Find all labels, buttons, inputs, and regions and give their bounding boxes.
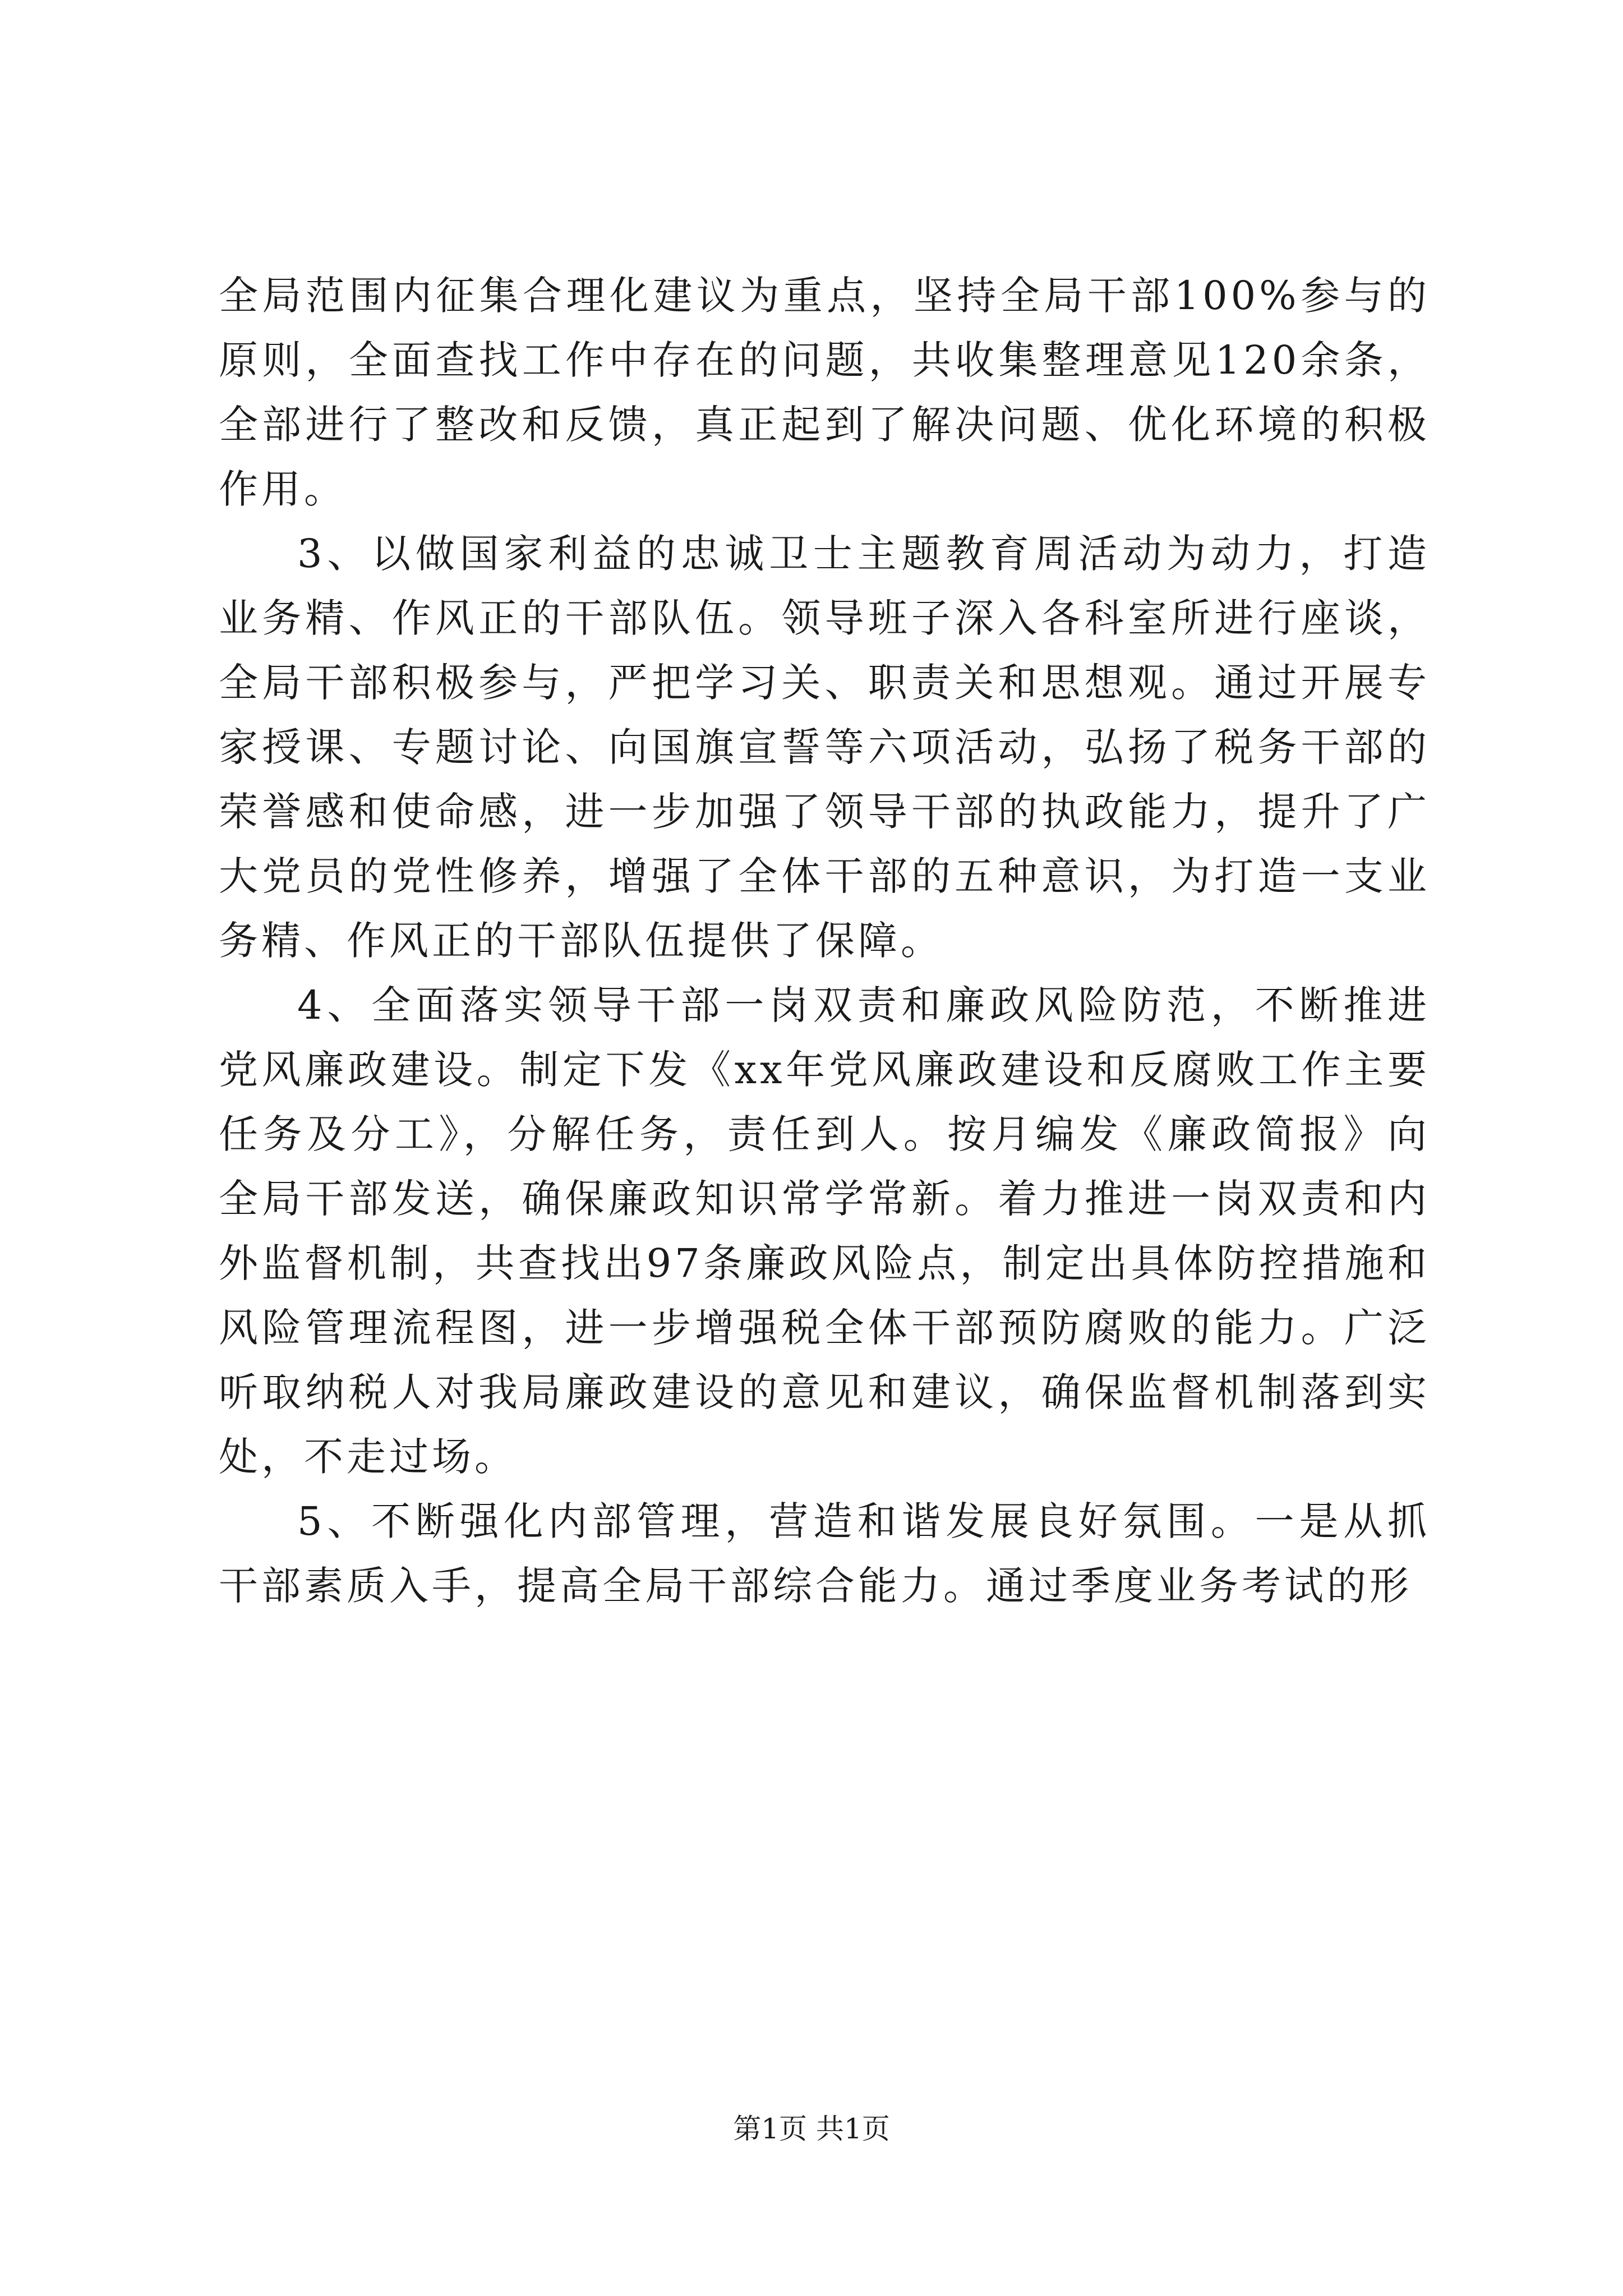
paragraph-item-3: 3、以做国家利益的忠诚卫士主题教育周活动为动力，打造业务精、作风正的干部队伍。领导班子深入各科室所进行座谈，全局干部积极参与，严把学习关、职责关和思想观。通过开展专家授课、专题讨论、向国旗宣誓等六项活动，弘扬了税务干部的荣誉感和使命感，进一步加强了领导干部的执政能力，提升了广大党员的党性修养，增强了全体干部的五种意识，为打造一支业务精、作风正的干部队伍提供了保障。 (219, 531, 1430, 964)
paragraph-item-4: 4、全面落实领导干部一岗双责和廉政风险防范，不断推进党风廉政建设。制定下发《xx年党风廉政建设和反腐败工作主要任务及分工》，分解任务，责任到人。按月编发《廉政简报》向全局干部发送，确保廉政知识常学常新。着力推进一岗双责和内外监督机制，共查找出97条廉政风险点，制定出具体防控措施和风险管理流程图，进一步增强税全体干部预防腐败的能力。广泛听取纳税人对我局廉政建设的意见和建议，确保监督机制落到实处，不走过场。 (219, 982, 1430, 1480)
paragraph-item-5: 5、不断强化内部管理，营造和谐发展良好氛围。一是从抓干部素质入手，提高全局干部综合能力。通过季度业务考试的形 (219, 1498, 1430, 1609)
paragraph-continuation: 全局范围内征集合理化建议为重点，坚持全局干部100%参与的原则，全面查找工作中存在的问题，共收集整理意见120余条，全部进行了整改和反馈，真正起到了解决问题、优化环境的积极作用。 (219, 273, 1430, 512)
page-footer: 第1页 共1页 (733, 2113, 890, 2145)
document-body (219, 264, 1430, 1618)
